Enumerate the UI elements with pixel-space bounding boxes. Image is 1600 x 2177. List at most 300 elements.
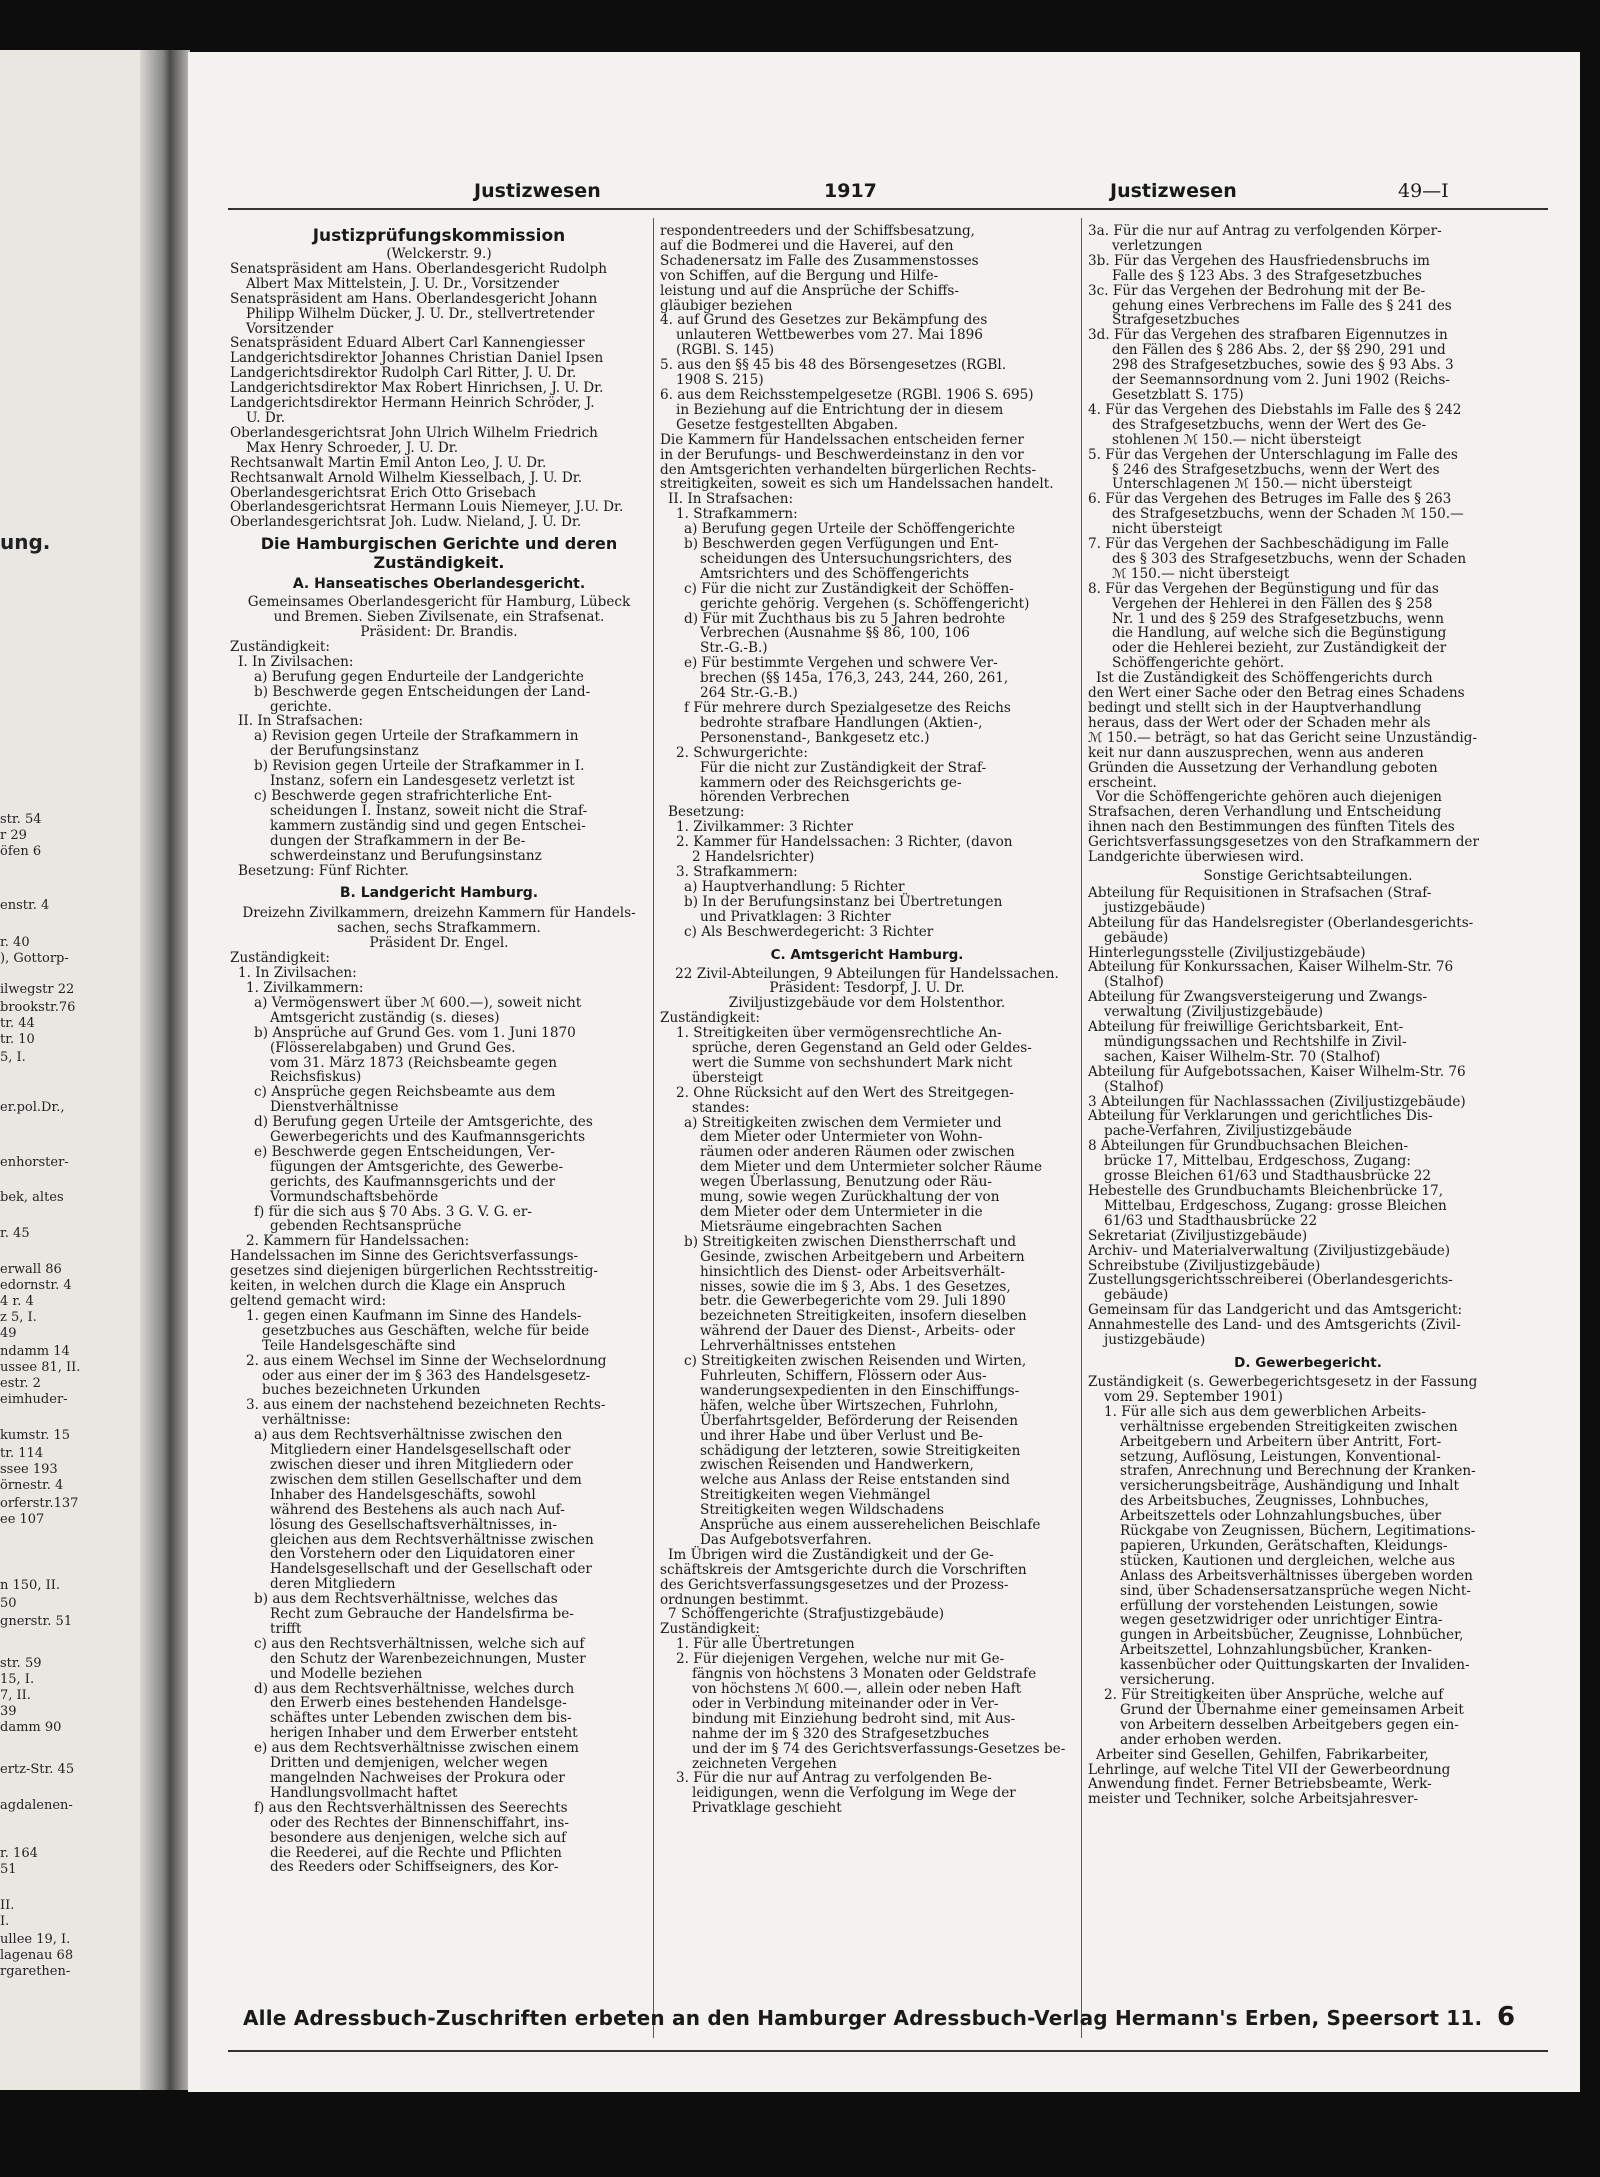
text-line: des Reeders oder Schiffseigners, des Kor- xyxy=(270,1859,559,1876)
text-line: e) Beschwerde gegen Entscheidungen, Ver- xyxy=(254,1143,555,1160)
text-line: dem Mieter oder dem Untermieter in die xyxy=(700,1204,983,1220)
text-line: verwaltung (Ziviljustizgebäude) xyxy=(1104,1004,1324,1021)
text-line: Abteilung für Aufgebotssachen, Kaiser Wilhelm-Str. 76 xyxy=(1088,1063,1466,1080)
text-line: respondentreeders und der Schiffsbesatzung, xyxy=(660,224,975,239)
text-line: keit nur dann auszusprechen, wenn aus anderen xyxy=(1088,744,1424,761)
text-line: des Strafgesetzbuchs, wenn der Schaden ℳ 150.— xyxy=(1112,506,1464,523)
text-line: scheidungen des Untersuchungsrichters, des xyxy=(700,550,1012,567)
text-line: Mietsräume eingebrachten Sachen xyxy=(700,1218,943,1235)
text-line: 2. Ohne Rücksicht auf den Wert des Streitgegen- xyxy=(676,1084,1014,1101)
text-line: Vormundschaftsbehörde xyxy=(270,1188,439,1205)
footer-rule xyxy=(228,2050,1548,2052)
text-line: während des Bestehens als auch nach Auf- xyxy=(270,1501,565,1518)
text-line: b) aus dem Rechtsverhältnisse, welches das xyxy=(254,1591,558,1608)
text-line: 3. Für die nur auf Antrag zu verfolgenden Be- xyxy=(676,1770,992,1787)
text-line: in der Berufungs- und Beschwerdeinstanz in den vor xyxy=(660,446,1024,463)
text-line: Hebestelle des Grundbuchamts Bleichenbrücke 17, xyxy=(1088,1183,1444,1199)
text-line: strafen, Anrechnung und Berechnung der Kranken- xyxy=(1120,1463,1476,1480)
left-page-fragment: ssee 193 xyxy=(0,1462,58,1477)
text-line: Amtsrichters und des Schöffengerichts xyxy=(700,565,969,582)
text-line: Gesinde, zwischen Arbeitgebern und Arbeitern xyxy=(700,1248,1025,1265)
left-page-fragment: rgarethen- xyxy=(0,1964,71,1979)
text-line: II. In Strafsachen: xyxy=(238,713,364,730)
text-line: trifft xyxy=(270,1620,302,1637)
text-line: Archiv- und Materialverwaltung (Ziviljustizgebäude) xyxy=(1088,1242,1451,1259)
text-line: zwischen Reisenden und Handwerkern, xyxy=(700,1457,974,1474)
text-line: Abteilung für Konkurssachen, Kaiser Wilhelm-Str. 76 xyxy=(1088,959,1454,976)
text-line: d) Berufung gegen Urteile der Amtsgerichte, des xyxy=(254,1114,593,1131)
text-line: Rechtsanwalt Martin Emil Anton Leo, J. U. Dr. xyxy=(230,454,547,471)
left-page-fragment: 15, I. xyxy=(0,1672,35,1687)
left-page-fragment: ertz-Str. 45 xyxy=(0,1762,75,1777)
kommission-address: (Welckerstr. 9.) xyxy=(386,246,492,262)
text-line: und Privatklagen: 3 Richter xyxy=(700,908,891,925)
left-page-fragment: str. 59 xyxy=(0,1656,42,1671)
text-line: nisses, sowie die im § 3, Abs. 1 des Gesetzes, xyxy=(700,1278,1011,1295)
text-line: kassenbücher oder Quittungskarten der Invaliden- xyxy=(1120,1657,1470,1674)
left-page-fragment: enhorster- xyxy=(0,1155,69,1170)
text-line: Das Aufgebotsverfahren. xyxy=(700,1531,872,1548)
section-c-heading: C. Amtsgericht Hamburg. xyxy=(770,946,964,963)
text-line: schäftes unter Lebenden zwischen dem bis- xyxy=(270,1710,572,1727)
text-line: Präsident Dr. Engel. xyxy=(369,935,509,952)
text-line: Philipp Wilhelm Dücker, J. U. Dr., stellvertretender xyxy=(246,305,595,322)
text-line: Ist die Zuständigkeit des Schöffengerichts durch xyxy=(1096,670,1433,687)
text-line: welche aus Anlass der Reise entstanden sind xyxy=(700,1472,1010,1489)
text-line: Strafgesetzbuches xyxy=(1112,312,1240,329)
text-line: Nr. 1 und des § 259 des Strafgesetzbuchs, wenn xyxy=(1112,610,1444,627)
text-line: wert die Summe von sechshundert Mark nicht xyxy=(692,1054,1013,1071)
text-line: sachen, sechs Strafkammern. xyxy=(337,920,541,937)
text-line: 7. Für das Vergehen der Sachbeschädigung im Falle xyxy=(1088,536,1449,553)
column-2 xyxy=(660,224,1074,2044)
text-line: Anwendung findet. Ferner Betriebsbeamte, Werk- xyxy=(1088,1776,1432,1793)
left-page-fragment: ee 107 xyxy=(0,1512,45,1527)
text-line: 1908 S. 215) xyxy=(676,372,764,389)
text-line: oder in Verbindung miteinander oder in Ver- xyxy=(692,1695,999,1712)
text-line: Verbrechen (Ausnahme §§ 86, 100, 106 xyxy=(700,625,970,642)
text-line: Im Übrigen wird die Zuständigkeit und der Ge- xyxy=(668,1546,994,1563)
left-page-fragment: 7, II. xyxy=(0,1688,31,1703)
text-line: 1. gegen einen Kaufmann im Sinne des Handels- xyxy=(246,1307,582,1324)
left-page-fragment: orferstr.137 xyxy=(0,1496,79,1511)
text-line: 1. Für alle sich aus dem gewerblichen Arbeits- xyxy=(1104,1403,1426,1420)
text-line: a) Berufung gegen Endurteile der Landgerichte xyxy=(254,668,584,685)
text-line: brechen (§§ 145a, 176,3, 243, 244, 260, 261, xyxy=(700,670,1009,687)
text-line: c) Für die nicht zur Zuständigkeit der Schöffen- xyxy=(684,580,1014,597)
text-line: verletzungen xyxy=(1112,237,1203,254)
section-d-competence xyxy=(1088,1375,1528,1807)
text-line: Landgerichte überwiesen wird. xyxy=(1088,849,1305,866)
text-line: herigen Inhaber und dem Erwerber entsteht xyxy=(270,1725,578,1742)
text-line: die Reederei, auf die Rechte und Pflichten xyxy=(270,1844,562,1861)
text-line: betr. die Gewerbegerichte vom 29. Juli 1890 xyxy=(700,1293,1006,1310)
text-line: Besetzung: xyxy=(668,804,745,821)
left-page-fragment: örnestr. 4 xyxy=(0,1478,64,1493)
text-line: ihnen nach den Bestimmungen des fünften Titels des xyxy=(1088,819,1455,836)
left-page-fragment: er.pol.Dr., xyxy=(0,1100,65,1115)
text-line: die Handlung, auf welche sich die Begünstigung xyxy=(1112,625,1447,642)
text-line: f) aus den Rechtsverhältnissen des Seerechts xyxy=(254,1799,568,1816)
header-right: Justizwesen xyxy=(1110,180,1237,202)
text-line: Falle des § 123 Abs. 3 des Strafgesetzbuches xyxy=(1112,267,1422,284)
text-line: Dienstverhältnisse xyxy=(270,1099,399,1116)
left-page-fragment: enstr. 4 xyxy=(0,898,50,913)
text-line: c) Streitigkeiten zwischen Reisenden und Wirten, xyxy=(684,1353,1027,1370)
text-line: Gemeinsames Oberlandesgericht für Hamburg, Lübeck xyxy=(247,594,631,611)
text-line: dem Mieter oder Untermieter von Wohn- xyxy=(700,1129,983,1146)
left-page-fragment: eimhuder- xyxy=(0,1392,68,1407)
sonstige-heading: Sonstige Gerichtsabteilungen. xyxy=(1203,867,1413,884)
text-line: Oberlandesgerichtsrat Hermann Louis Niemeyer, J.U. Dr. xyxy=(230,499,624,516)
text-line: gläubiger beziehen xyxy=(660,297,793,314)
text-line: Instanz, sofern ein Landesgesetz verletzt ist xyxy=(270,773,575,790)
text-line: 1. Strafkammern: xyxy=(676,506,798,523)
text-line: U. Dr. xyxy=(246,409,286,426)
text-line: Ansprüche aus einem ausserehelichen Beischlafe xyxy=(700,1517,1041,1534)
text-line: 3a. Für die nur auf Antrag zu verfolgenden Körper- xyxy=(1088,224,1442,239)
abteilungen-list xyxy=(1088,886,1528,1348)
text-line: lösung des Gesellschaftsverhältnisses, in- xyxy=(270,1516,557,1533)
text-line: Albert Max Mittelstein, J. U. Dr., Vorsitzender xyxy=(246,275,560,292)
text-line: bezeichneten Streitigkeiten, insofern dieselben xyxy=(700,1308,1027,1325)
text-line: erscheint. xyxy=(1088,774,1157,791)
left-page-fragment: tr. 44 xyxy=(0,1016,35,1031)
left-page-fragment: lagenau 68 xyxy=(0,1948,74,1963)
text-line: Gewerbegerichts und des Kaufmannsgerichts xyxy=(270,1129,586,1146)
text-line: 264 Str.-G.-B.) xyxy=(700,685,798,702)
text-line: d) Für mit Zuchthaus bis zu 5 Jahren bedrohte xyxy=(684,610,1006,627)
text-line: dem Mieter und dem Untermieter solcher Räume xyxy=(700,1159,1042,1176)
text-line: 2. Für diejenigen Vergehen, welche nur mit Ge- xyxy=(676,1651,1005,1668)
text-line: gungen in Arbeitsbücher, Zeugnisse, Lohnbücher, xyxy=(1120,1627,1464,1644)
text-line: Annahmestelle des Land- und des Amtsgerichts (Zivil- xyxy=(1088,1317,1461,1334)
text-line: e) aus dem Rechtsverhältnisse zwischen einem xyxy=(254,1740,579,1757)
text-line: Vergehen der Hehlerei in den Fällen des § 258 xyxy=(1112,595,1433,612)
text-line: und ihrer Habe und über Verlust und Be- xyxy=(700,1427,984,1444)
text-line: Oberlandesgerichtsrat Joh. Ludw. Nieland, J. U. Dr. xyxy=(230,514,582,531)
text-line: ℳ 150.— beträgt, so hat das Gericht seine Unzuständig- xyxy=(1088,729,1478,746)
text-line: Handelsgesellschaft und der Gesellschaft oder xyxy=(270,1561,592,1578)
text-line: Amtsgericht zuständig (s. dieses) xyxy=(270,1009,500,1026)
left-page-fragment: kumstr. 15 xyxy=(0,1428,71,1443)
text-line: ℳ 150.— nicht übersteigt xyxy=(1112,565,1290,582)
text-line: buches bezeichneten Urkunden xyxy=(262,1382,481,1399)
text-line: 4. auf Grund des Gesetzes zur Bekämpfung des xyxy=(660,312,988,329)
text-line: des Strafgesetzbuchs, wenn der Wert des Ge- xyxy=(1112,416,1427,433)
text-line: Für die nicht zur Zuständigkeit der Straf- xyxy=(700,759,987,776)
text-line: meister und Techniker, solche Arbeitsjahresver- xyxy=(1088,1791,1419,1808)
text-line: Zuständigkeit (s. Gewerbegerichtsgesetz in der Fassung xyxy=(1088,1373,1478,1390)
text-line: des Gerichtsverfassungsgesetzes und der Prozess- xyxy=(660,1576,1009,1593)
text-line: häfen, welche über Wirtszechen, Fuhrlohn, xyxy=(700,1397,999,1414)
text-line: 2. Kammern für Handelssachen: xyxy=(246,1233,470,1250)
text-line: Streitigkeiten wegen Viehmängel xyxy=(700,1487,931,1504)
text-line: justizgebäude) xyxy=(1104,899,1206,916)
text-line: heraus, dass der Wert oder der Schaden mehr als xyxy=(1088,714,1431,731)
text-line: gerichte. xyxy=(270,698,332,715)
text-line: II. In Strafsachen: xyxy=(668,491,794,508)
left-page-fragment: gnerstr. 51 xyxy=(0,1614,73,1629)
text-line: (Flösserelabgaben) und Grund Ges. xyxy=(270,1039,516,1056)
text-line: Landgerichtsdirektor Johannes Christian Daniel Ipsen xyxy=(230,350,604,367)
left-page-fragment: estr. 2 xyxy=(0,1376,41,1391)
left-page-fragment: brookstr.76 xyxy=(0,1000,76,1015)
text-line: stücken, Kautionen und dergleichen, welche aus xyxy=(1120,1552,1455,1569)
left-page-fragment: damm 90 xyxy=(0,1720,62,1735)
text-line: Landgerichtsdirektor Max Robert Hinrichsen, J. U. Dr. xyxy=(230,380,604,397)
text-line: hinsichtlich des Dienst- oder Arbeitsverhält- xyxy=(700,1263,1005,1280)
text-line: verhältnisse ergebenden Streitigkeiten zwischen xyxy=(1120,1418,1458,1435)
text-line: in Beziehung auf die Entrichtung der in diesem xyxy=(676,401,1004,418)
text-line: Streitigkeiten wegen Wildschadens xyxy=(700,1502,944,1519)
text-line: mündigungssachen und Rechtshilfe in Zivil- xyxy=(1104,1033,1407,1050)
text-line: ordnungen bestimmt. xyxy=(660,1591,809,1608)
text-line: der Seemannsordnung vom 2. Juni 1902 (Reichs- xyxy=(1112,372,1450,389)
text-line: Arbeitgebern und Arbeitern über Antritt, Fort- xyxy=(1120,1433,1442,1450)
text-line: sachen, Kaiser Wilhelm-Str. 70 (Stalhof) xyxy=(1104,1048,1381,1065)
text-line: 2. Schwurgerichte: xyxy=(676,744,808,761)
text-line: Abteilung für das Handelsregister (Oberlandesgerichts- xyxy=(1088,914,1474,931)
text-line: Rechtsanwalt Arnold Wilhelm Kiesselbach, J. U. Dr. xyxy=(230,469,583,486)
text-line: vom 31. März 1873 (Reichsbeamte gegen xyxy=(270,1054,558,1071)
text-line: Sekretariat (Ziviljustizgebäude) xyxy=(1088,1227,1308,1244)
courts-title: Die Hamburgischen Gerichte und deren Zuständigkeit. xyxy=(260,534,618,573)
text-line: Vor die Schöffengerichte gehören auch diejenigen xyxy=(1096,789,1442,806)
left-page-fragment: tr. 114 xyxy=(0,1446,44,1461)
text-line: Arbeitszettels oder Lohnzahlungsbuches, über xyxy=(1120,1508,1442,1525)
text-line: Grund der Übernahme einer gemeinsamen Arbeit xyxy=(1120,1701,1464,1718)
document-page xyxy=(188,52,1580,2092)
text-line: besondere aus denjenigen, welche sich auf xyxy=(270,1829,567,1846)
text-line: Zuständigkeit: xyxy=(230,950,330,967)
section-b-intro xyxy=(230,906,648,951)
text-line: 6. Für das Vergehen des Betruges im Falle des § 263 xyxy=(1088,491,1452,508)
text-line: setzung, Auflösung, Leistungen, Konventional- xyxy=(1120,1448,1441,1465)
text-line: Gesetzblatt S. 175) xyxy=(1112,386,1244,403)
text-line: Abteilung für Verklarungen und gerichtliches Dis- xyxy=(1088,1108,1433,1125)
text-line: vom 29. September 1901) xyxy=(1104,1388,1283,1405)
text-line: gesetzes sind diejenigen bürgerlichen Rechtsstreitig- xyxy=(230,1263,599,1280)
column-3 xyxy=(1088,224,1528,2044)
page-number: 6 xyxy=(1497,2002,1516,2032)
text-line: 1. In Zivilsachen: xyxy=(238,965,357,982)
text-line: Lehrlinge, auf welche Titel VII der Gewerbeordnung xyxy=(1088,1761,1451,1778)
text-line: Abteilung für freiwillige Gerichtsbarkeit, Ent- xyxy=(1088,1019,1404,1036)
text-line: 3. aus einem der nachstehend bezeichneten Rechts- xyxy=(246,1397,606,1414)
text-line: Oberlandesgerichtsrat Erich Otto Grisebach xyxy=(230,484,537,501)
text-line: Rückgabe von Zeugnissen, Büchern, Legitimations- xyxy=(1120,1523,1476,1540)
text-line: gesetzbuches aus Geschäften, welche für beide xyxy=(262,1322,590,1339)
text-line: 1. Für alle Übertretungen xyxy=(676,1636,855,1653)
text-line: von Schiffen, auf die Bergung und Hilfe- xyxy=(660,267,939,284)
text-line: Die Kammern für Handelssachen entscheiden ferner xyxy=(660,431,1024,448)
text-line: 1. Zivilkammer: 3 Richter xyxy=(676,819,853,836)
text-line: d) aus dem Rechtsverhältnisse, welches durch xyxy=(254,1680,575,1697)
text-line: (Stalhof) xyxy=(1104,974,1164,991)
text-line: gebenden Rechtsansprüche xyxy=(270,1218,462,1235)
text-line: den Schutz der Warenbezeichnungen, Muster xyxy=(270,1650,586,1667)
text-line: kammern oder des Reichsgerichts ge- xyxy=(700,774,962,791)
text-line: 1. Streitigkeiten über vermögensrechtliche An- xyxy=(676,1025,1002,1042)
left-page-fragment: 39 xyxy=(0,1704,17,1719)
text-line: Arbeitszettel, Lohnzahlungsbücher, Kranken- xyxy=(1120,1642,1432,1659)
text-line: Hinterlegungsstelle (Ziviljustizgebäude) xyxy=(1088,944,1366,961)
column-rule-2 xyxy=(1081,218,1082,2038)
section-d-heading: D. Gewerbegericht. xyxy=(1234,1354,1382,1371)
header-page: 49—I xyxy=(1398,180,1449,202)
col3-continuation xyxy=(1088,224,1528,865)
left-page-fragment: edornstr. 4 xyxy=(0,1278,72,1293)
text-line: Abteilung für Zwangsversteigerung und Zwangs- xyxy=(1088,989,1428,1006)
text-line: räumen oder anderen Räumen oder zwischen xyxy=(700,1144,1015,1161)
text-line: Abteilung für Requisitionen in Strafsachen (Straf- xyxy=(1088,884,1432,901)
text-line: a) Berufung gegen Urteile der Schöffengerichte xyxy=(684,521,1016,538)
text-line: stohlenen ℳ 150.— nicht übersteigt xyxy=(1112,431,1361,448)
section-a-heading: A. Hanseatisches Oberlandesgericht. xyxy=(292,576,586,593)
left-page-fragment: tr. 10 xyxy=(0,1032,35,1047)
text-line: 2 Handelsrichter) xyxy=(692,849,815,866)
text-line: nicht übersteigt xyxy=(1112,521,1223,538)
kommission-title: Justizprüfungskommission xyxy=(312,226,566,246)
left-page-fragment: ung. xyxy=(0,530,51,554)
section-a-competence xyxy=(230,640,648,879)
text-line: 3b. Für das Vergehen des Hausfriedensbruchs im xyxy=(1088,252,1430,269)
left-page-fragment: 50 xyxy=(0,1596,17,1611)
left-page-fragment: r. 45 xyxy=(0,1226,30,1241)
text-line: streitigkeiten, soweit es sich um Handelssachen handelt. xyxy=(660,476,1054,493)
text-line: hörenden Verbrechen xyxy=(700,789,850,806)
text-line: bedrohte strafbare Handlungen (Aktien-, xyxy=(700,714,983,731)
text-line: Ziviljustizgebäude vor dem Holstenthor. xyxy=(728,995,1006,1012)
text-line: 2. Kammer für Handelssachen: 3 Richter, (davon xyxy=(676,834,1013,851)
text-line: a) Streitigkeiten zwischen dem Vermieter und xyxy=(684,1114,1002,1131)
text-line: während der Dauer des Dienst-, Arbeits- oder xyxy=(700,1323,1015,1340)
text-line: gehung eines Verbrechens im Falle des § 241 des xyxy=(1112,297,1452,314)
text-line: gebäude) xyxy=(1104,1287,1169,1304)
text-line: zwischen dieser und ihren Mitgliedern oder xyxy=(270,1456,573,1473)
text-line: Arbeiter sind Gesellen, Gehilfen, Fabrikarbeiter, xyxy=(1096,1746,1429,1763)
text-line: Senatspräsident am Hans. Oberlandesgericht Rudolph xyxy=(230,260,607,277)
text-line: Gründen die Aussetzung der Verhandlung geboten xyxy=(1088,759,1438,776)
text-line: Gerichtsverfassungsgesetzes von den Strafkammern der xyxy=(1088,834,1479,851)
text-line: Zuständigkeit: xyxy=(660,1010,760,1027)
left-page-fragment: öfen 6 xyxy=(0,844,42,859)
text-line: schäftskreis der Amtsgerichte durch die Vorschriften xyxy=(660,1561,1027,1578)
text-line: I. In Zivilsachen: xyxy=(238,653,354,670)
text-line: leistung und auf die Ansprüche der Schiffs- xyxy=(660,282,959,299)
text-line: 8 Abteilungen für Grundbuchsachen Bleichen- xyxy=(1088,1138,1409,1155)
text-line: wanderungsexpedienten in den Einschiffungs- xyxy=(700,1382,1020,1399)
text-line: Mittelbau, Erdgeschoss, Zugang: grosse Bleichen xyxy=(1104,1197,1447,1214)
text-line: Handelssachen im Sinne des Gerichtsverfassungs- xyxy=(230,1248,579,1265)
text-line: c) aus den Rechtsverhältnissen, welche sich auf xyxy=(254,1635,585,1652)
text-line: Lehrverhältnisses entstehen xyxy=(700,1338,896,1355)
header-rule xyxy=(228,208,1548,210)
text-line: Handlungsvollmacht haftet xyxy=(270,1784,458,1801)
text-line: versicherungsbeiträge, Aushändigung und Inhalt xyxy=(1120,1478,1459,1495)
left-page-fragment: ullee 19, I. xyxy=(0,1932,71,1947)
text-line: 22 Zivil-Abteilungen, 9 Abteilungen für Handelssachen. xyxy=(675,965,1059,982)
text-line: Inhaber des Handelsgeschäfts, sowohl xyxy=(270,1486,536,1503)
text-line: a) Hauptverhandlung: 5 Richter xyxy=(684,878,905,895)
text-line: gebäude) xyxy=(1104,929,1169,946)
text-line: fängnis von höchstens 3 Monaten oder Geldstrafe xyxy=(692,1666,1037,1683)
text-line: erfüllung der vorstehenden Leistungen, sowie xyxy=(1120,1597,1439,1614)
text-line: 7 Schöffengerichte (Strafjustizgebäude) xyxy=(668,1606,945,1623)
text-line: b) In der Berufungsinstanz bei Übertretungen xyxy=(684,893,1003,910)
text-line: Landgerichtsdirektor Hermann Heinrich Schröder, J. xyxy=(230,395,595,412)
text-line: oder des Rechtes der Binnenschiffahrt, ins- xyxy=(270,1814,569,1831)
left-page-fragment: 4 r. 4 xyxy=(0,1294,34,1309)
text-line: Senatspräsident am Hans. Oberlandesgericht Johann xyxy=(230,290,598,307)
text-line: Vorsitzender xyxy=(246,320,334,337)
section-b-heading: B. Landgericht Hamburg. xyxy=(339,885,539,902)
text-line: Mitgliedern einer Handelsgesellschaft oder xyxy=(270,1442,571,1459)
text-line: Privatklage geschieht xyxy=(692,1800,842,1817)
text-line: und der im § 74 des Gerichtsverfassungs-Gesetzes be- xyxy=(692,1740,1066,1757)
text-line: 8. Für das Vergehen der Begünstigung und für das xyxy=(1088,580,1439,597)
left-page-fragment: 49 xyxy=(0,1326,17,1341)
text-line: Recht zum Gebrauche der Handelsfirma be- xyxy=(270,1606,574,1623)
text-line: scheidungen I. Instanz, soweit nicht die Straf- xyxy=(270,802,588,819)
text-line: zwischen dem stillen Gesellschafter und dem xyxy=(270,1471,582,1488)
left-page-fragment: n 150, II. xyxy=(0,1578,60,1593)
left-page-fragment: I. xyxy=(0,1914,10,1929)
left-page-fragment: r. 164 xyxy=(0,1846,38,1861)
text-line: b) Streitigkeiten zwischen Dienstherrschaft und xyxy=(684,1233,1017,1250)
text-line: 3 Abteilungen für Nachlasssachen (Ziviljustizgebäude) xyxy=(1088,1093,1466,1110)
text-line: den Fällen des § 286 Abs. 2, der §§ 290, 291 und xyxy=(1112,342,1446,359)
text-line: a) aus dem Rechtsverhältnisse zwischen den xyxy=(254,1427,563,1444)
footer-notice: Alle Adressbuch-Zuschriften erbeten an den Hamburger Adressbuch-Verlag Hermann's Erben, Speersort 11. xyxy=(243,2006,1483,2030)
text-line: 2. aus einem Wechsel im Sinne der Wechselordnung xyxy=(246,1352,607,1369)
text-line: den Wert einer Sache oder den Betrag eines Schadens xyxy=(1088,685,1465,702)
text-line: geltend gemacht wird: xyxy=(230,1293,387,1309)
text-line: (RGBl. S. 145) xyxy=(676,342,775,359)
text-line: auf die Bodmerei und die Haverei, auf den xyxy=(660,237,954,254)
text-line: 3c. Für das Vergehen der Bedrohung mit der Be- xyxy=(1088,282,1426,299)
text-line: a) Vermögenswert über ℳ 600.—), soweit nicht xyxy=(254,994,582,1011)
text-line: kammern zuständig sind und gegen Entschei- xyxy=(270,817,586,834)
text-line: e) Für bestimmte Vergehen und schwere Ver- xyxy=(684,655,998,672)
text-line: Anlass des Arbeitsverhältnisses übergeben worden xyxy=(1120,1567,1473,1584)
text-line: 298 des Strafgesetzbuches, sowie des § 93 Abs. 3 xyxy=(1112,357,1454,374)
text-line: der Berufungsinstanz xyxy=(270,743,419,760)
left-page-fragment: ), Gottorp- xyxy=(0,951,69,966)
text-line: brücke 17, Mittelbau, Erdgeschoss, Zugang: xyxy=(1104,1153,1411,1170)
text-line: ander erhoben werden. xyxy=(1120,1731,1282,1748)
left-page-fragment: 51 xyxy=(0,1862,17,1877)
text-line: Personenstand-, Bankgesetz etc.) xyxy=(700,729,930,746)
text-line: versicherung. xyxy=(1120,1672,1215,1689)
section-b-competence xyxy=(230,951,648,1875)
text-line: a) Revision gegen Urteile der Strafkammern in xyxy=(254,728,579,745)
text-line: keiten, in welchen durch die Klage ein Anspruch xyxy=(230,1278,566,1295)
left-page-fragments xyxy=(0,0,150,2177)
text-line: grosse Bleichen 61/63 und Stadthausbrücke 22 xyxy=(1104,1168,1432,1185)
left-page-fragment: ilwegstr 22 xyxy=(0,982,75,997)
text-line: Landgerichtsdirektor Rudolph Carl Ritter, J. U. Dr. xyxy=(230,365,577,382)
text-line: von Arbeitern desselben Arbeitgebers gegen ein- xyxy=(1120,1716,1459,1733)
text-line: Besetzung: Fünf Richter. xyxy=(238,862,409,879)
text-line: 3d. Für das Vergehen des strafbaren Eigennutzes in xyxy=(1088,327,1448,344)
text-line: Senatspräsident Eduard Albert Carl Kannengiesser xyxy=(230,335,585,352)
text-line: § 246 des Strafgesetzbuchs, wenn der Wert des xyxy=(1112,461,1440,478)
text-line: 5. Für das Vergehen der Unterschlagung im Falle des xyxy=(1088,446,1458,463)
right-edge xyxy=(1580,60,1600,2090)
text-line: zeichneten Vergehen xyxy=(692,1755,837,1772)
